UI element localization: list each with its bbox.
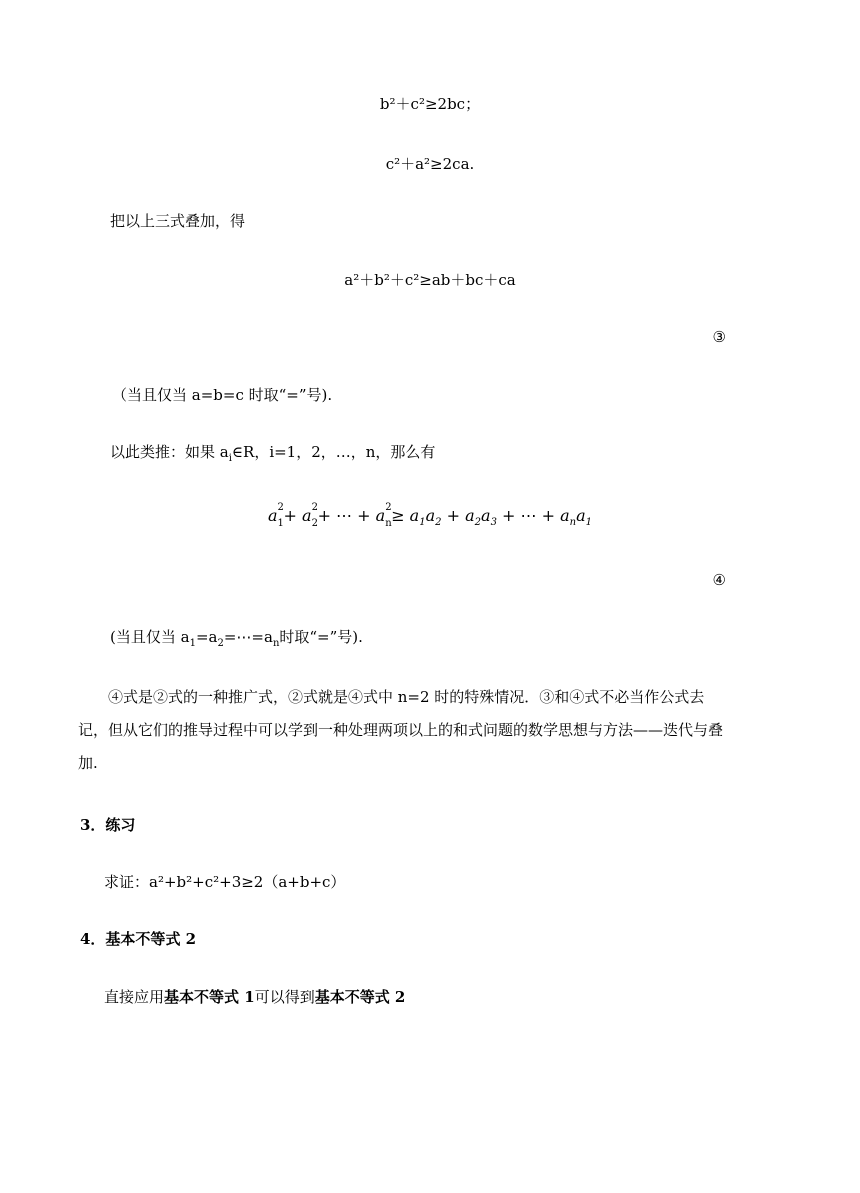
- condition-3: （当且仅当 a=b=c 时取“=”号).: [112, 386, 333, 404]
- direct-pre: 直接应用: [104, 988, 165, 1006]
- equation-mark-3: ③: [712, 328, 726, 346]
- equation-b2-c2: b²＋c²≥2bc；: [379, 95, 481, 113]
- generalization-paragraph: ④式是②式的一种推广式，②式就是④式中 n=2 时的特殊情况．③和④式不必当作公式去记，但从它们的推导过程中可以学到一种处理两项以上的和式问题的数学思想与方法——迭代与叠加.: [78, 688, 724, 772]
- add-three-text: 把以上三式叠加，得: [110, 212, 246, 230]
- section-3-heading: 3．练习: [80, 816, 136, 834]
- analogy-post: ∈R，i=1，2，…，n，那么有: [231, 443, 436, 461]
- proof-exercise: 求证：a²+b²+c²+3≥2（a+b+c）: [104, 873, 346, 891]
- equation-sum-three: a²＋b²＋c²≥ab＋bc＋ca: [344, 271, 516, 289]
- equation-mark-4: ④: [712, 571, 726, 589]
- direct-bold-2: 基本不等式 2: [314, 988, 406, 1006]
- analogy-pre: 以此类推：如果 a: [110, 443, 229, 461]
- direct-mid: 可以得到: [254, 988, 315, 1006]
- condition-4-pre: (当且仅当 a: [110, 628, 190, 646]
- analogy-sub: i: [228, 453, 232, 464]
- direct-application-line: [104, 987, 405, 1007]
- direct-bold-1: 基本不等式 1: [164, 988, 255, 1006]
- general-inequality: a 2 1 + a 2 2 + ⋯ + a 2 n ≥ $a_1a_2 + a_2a_3$ + ⋯ + $a_na_1$: [267, 502, 593, 529]
- condition-4-post: 时取“=”号).: [279, 628, 363, 646]
- analogy-line: [110, 442, 435, 462]
- section-4-heading: 4．基本不等式 2: [80, 930, 197, 948]
- equation-c2-a2: c²＋a²≥2ca.: [385, 155, 475, 173]
- condition-4: (当且仅当 $a_1=a_2=\cdots=a_n$时取“=”号).: [110, 628, 363, 649]
